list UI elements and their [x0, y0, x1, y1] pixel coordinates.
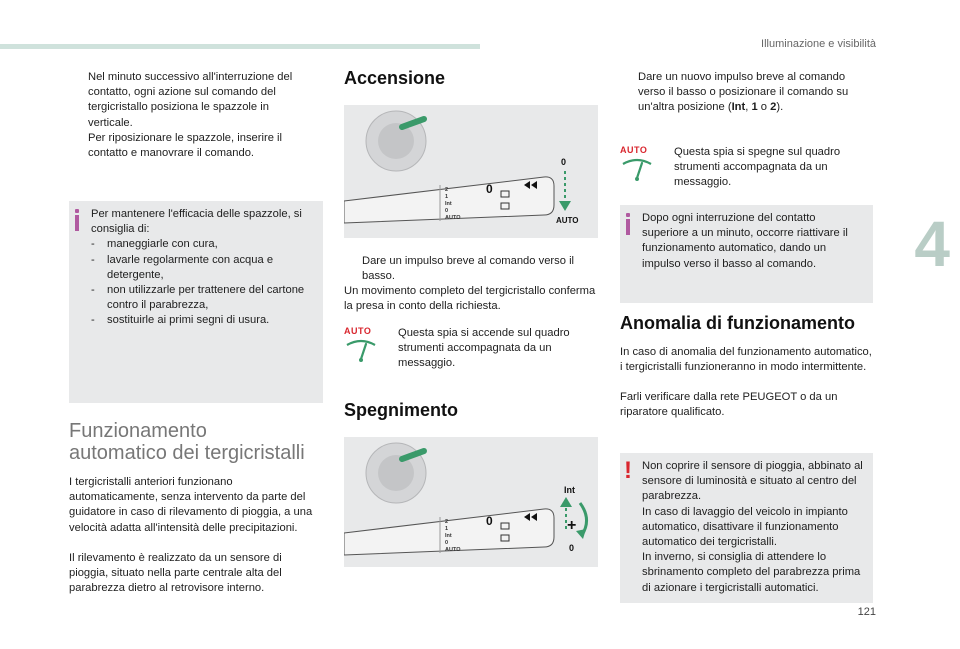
bullet-item [344, 254, 594, 284]
header-title: Illuminazione e visibilità [761, 38, 876, 50]
warning-text: Non coprire il sensore di pioggia, abbinato al sensore di luminosità e situato al centro del parabrezza. [642, 460, 863, 503]
list-item: - non utilizzarle per trattenere del cartone contro il parabrezza, [91, 284, 305, 312]
section-title: Anomalia di funzionamento [620, 313, 856, 333]
bullet-text: Per riposizionare le spazzole, inserire il contatto e manovrare il comando. [88, 132, 283, 160]
svg-text:0: 0 [486, 182, 493, 196]
header-rule [0, 44, 480, 49]
paragraph: Il rilevamento è realizzato da un sensore di pioggia, situato nella parte centrale alta del parabrezza dietro al retrovisore interno. [69, 552, 282, 595]
paragraph: In caso di anomalia del funzionamento automatico, i tergicristalli funzioneranno in modo intermittente. [620, 346, 872, 374]
list-item: - lavarle regolarmente con acqua e detergente, [91, 253, 274, 281]
auto-lamp-label: AUTO [344, 326, 372, 336]
auto-lamp-label: AUTO [620, 145, 648, 155]
svg-text:2: 2 [445, 187, 449, 193]
section-title: Funzionamento automatico dei tergicristalli [69, 420, 305, 464]
list-item: - maneggiarle con cura, [91, 238, 218, 251]
paragraph: Farli verificare dalla rete PEUGEOT o da un riparatore qualificato. [620, 391, 838, 419]
svg-text:Int: Int [445, 201, 452, 207]
note-intro: Per mantenere l'efficacia delle spazzole, si consiglia di: [91, 208, 302, 236]
warning-text: In inverno, si consiglia di attendere lo sbrinamento completo del parabrezza prima di azionare i tergicristalli automatici. [642, 551, 861, 594]
bullet-text: Dare un impulso breve al comando verso il basso. [362, 255, 575, 283]
paragraph: I tergicristalli anteriori funzionano automaticamente, senza intervento da parte del guidatore in caso di rilevamento di pioggia, a una velocità adatta all'intensità delle precipitazioni. [69, 476, 313, 534]
svg-text:+: + [567, 517, 577, 534]
note-list [91, 237, 315, 328]
info-icon [626, 213, 630, 235]
warning-icon: ! [624, 457, 632, 484]
warning-note [620, 453, 873, 603]
lamp-caption: Questa spia si accende sul quadro strumenti accompagnata da un messaggio. [398, 327, 570, 370]
svg-text:AUTO: AUTO [556, 216, 579, 225]
wiper-stalk-illustration [344, 105, 598, 238]
svg-text:1: 1 [445, 526, 449, 532]
svg-text:0: 0 [445, 208, 449, 214]
svg-text:0: 0 [569, 543, 575, 553]
bullet-item [70, 131, 310, 161]
paragraph: Un movimento completo del tergicristallo conferma la presa in conto della richiesta. [344, 285, 596, 313]
page-number: 121 [857, 606, 876, 618]
list-item: - sostituirle ai primi segni di usura. [91, 314, 270, 327]
info-icon [75, 209, 79, 231]
svg-text:Int: Int [445, 533, 452, 539]
auto-wiper-icon [344, 339, 378, 365]
svg-text:Int: Int [564, 485, 575, 495]
bullet-item [620, 70, 870, 116]
lamp-caption: Questa spia si spegne sul quadro strumenti accompagnata da un messaggio. [674, 146, 841, 189]
svg-text:0: 0 [561, 157, 567, 167]
auto-warning-lamp [620, 145, 660, 184]
info-note [69, 201, 323, 403]
wiper-stalk-up-icon [344, 437, 598, 567]
warning-text: In caso di lavaggio del veicolo in impianto automatico, disattivare il funzionamento automatico dei tergicristalli. [642, 505, 848, 549]
chapter-number: 4 [914, 208, 950, 280]
auto-wiper-icon [620, 158, 654, 184]
section-title: Accensione [344, 68, 446, 88]
svg-text:1: 1 [445, 194, 449, 200]
section-title: Spegnimento [344, 400, 459, 420]
bullet-item [70, 70, 310, 131]
bullet-text: Dare un nuovo impulso breve al comando verso il basso o posizionare il comando su un'altra posizione (Int, 1 o 2). [638, 71, 849, 114]
info-note [620, 205, 873, 303]
svg-text:2: 2 [445, 519, 449, 525]
svg-text:AUTO: AUTO [445, 215, 461, 221]
bullet-text: Nel minuto successivo all'interruzione del contatto, ogni azione sul comando del tergicristallo posiziona le spazzole in verticale. [88, 71, 293, 129]
note-text: Dopo ogni interruzione del contatto superiore a un minuto, occorre riattivare il funzionamento automatico, dando un impulso verso il basso al comando. [642, 212, 848, 270]
auto-warning-lamp [344, 326, 384, 365]
wiper-stalk-illustration [344, 437, 598, 567]
svg-text:AUTO: AUTO [445, 547, 461, 553]
svg-text:0: 0 [445, 540, 449, 546]
wiper-stalk-down-icon [344, 105, 598, 238]
svg-text:0: 0 [486, 514, 493, 528]
